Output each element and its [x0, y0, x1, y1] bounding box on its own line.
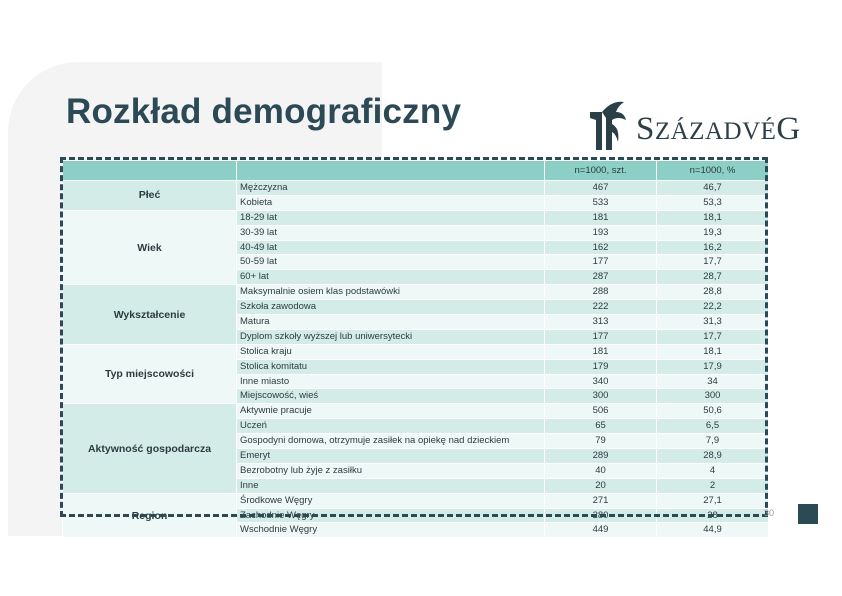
count-cell: 79 [545, 434, 657, 449]
percent-cell: 18,1 [657, 210, 769, 225]
percent-cell: 19,3 [657, 225, 769, 240]
count-cell: 40 [545, 463, 657, 478]
category-cell: Stolica kraju [237, 344, 545, 359]
page-title: Rozkład demograficzny [66, 92, 462, 131]
count-cell: 313 [545, 315, 657, 330]
count-cell: 162 [545, 240, 657, 255]
category-cell: Zachodnie Węgry [237, 508, 545, 523]
category-cell: Stolica komitatu [237, 359, 545, 374]
percent-cell: 17,7 [657, 255, 769, 270]
percent-cell: 17,9 [657, 359, 769, 374]
group-label: Wykształcenie [63, 285, 237, 345]
category-cell: Aktywnie pracuje [237, 404, 545, 419]
count-cell: 177 [545, 255, 657, 270]
percent-cell: 16,2 [657, 240, 769, 255]
count-cell: 280 [545, 508, 657, 523]
group-label: Typ miejscowości [63, 344, 237, 404]
count-cell: 289 [545, 449, 657, 464]
count-cell: 222 [545, 300, 657, 315]
group-label: Region [63, 493, 237, 538]
percent-cell: 7,9 [657, 434, 769, 449]
count-cell: 271 [545, 493, 657, 508]
category-cell: Środkowe Węgry [237, 493, 545, 508]
count-cell: 449 [545, 523, 657, 538]
count-cell: 340 [545, 374, 657, 389]
count-cell: 533 [545, 195, 657, 210]
count-cell: 467 [545, 181, 657, 196]
category-cell: Miejscowość, wieś [237, 389, 545, 404]
percent-cell: 27,1 [657, 493, 769, 508]
category-cell: Inne [237, 478, 545, 493]
count-cell: 179 [545, 359, 657, 374]
group-label: Aktywność gospodarcza [63, 404, 237, 493]
percent-cell: 17,7 [657, 329, 769, 344]
category-cell: Uczeń [237, 419, 545, 434]
percent-cell: 28,9 [657, 449, 769, 464]
company-logo [588, 98, 828, 154]
count-cell: 506 [545, 404, 657, 419]
category-cell: 40-49 lat [237, 240, 545, 255]
percent-cell: 4 [657, 463, 769, 478]
category-cell: Dyplom szkoły wyższej lub uniwersytecki [237, 329, 545, 344]
group-label: Płeć [63, 181, 237, 211]
category-cell: Inne miasto [237, 374, 545, 389]
category-cell: 18-29 lat [237, 210, 545, 225]
category-cell: 60+ lat [237, 270, 545, 285]
header-percent-column: n=1000, % [657, 161, 769, 181]
category-cell: Gospodyni domowa, otrzymuje zasiłek na opiekę nad dzieckiem [237, 434, 545, 449]
count-cell: 65 [545, 419, 657, 434]
page-number: 30 [764, 508, 775, 518]
count-cell: 181 [545, 344, 657, 359]
header-count-column: n=1000, szt. [545, 161, 657, 181]
percent-cell: 22,2 [657, 300, 769, 315]
category-cell: Matura [237, 315, 545, 330]
category-cell: Bezrobotny lub żyje z zasiłku [237, 463, 545, 478]
percent-cell: 2 [657, 478, 769, 493]
category-cell: Mężczyzna [237, 181, 545, 196]
count-cell: 287 [545, 270, 657, 285]
category-cell: Maksymalnie osiem klas podstawówki [237, 285, 545, 300]
count-cell: 177 [545, 329, 657, 344]
percent-cell: 6,5 [657, 419, 769, 434]
corner-accent-box [798, 504, 818, 524]
percent-cell: 53,3 [657, 195, 769, 210]
group-label: Wiek [63, 210, 237, 284]
logo-wordmark: SZÁZADVÉG [636, 111, 801, 147]
category-cell: 30-39 lat [237, 225, 545, 240]
percent-cell: 300 [657, 389, 769, 404]
percent-cell: 18,1 [657, 344, 769, 359]
count-cell: 181 [545, 210, 657, 225]
percent-cell: 44,9 [657, 523, 769, 538]
category-cell: Wschodnie Węgry [237, 523, 545, 538]
count-cell: 300 [545, 389, 657, 404]
count-cell: 193 [545, 225, 657, 240]
percent-cell: 50,6 [657, 404, 769, 419]
category-cell: 50-59 lat [237, 255, 545, 270]
percent-cell: 34 [657, 374, 769, 389]
table-dashed-frame [60, 157, 768, 517]
count-cell: 288 [545, 285, 657, 300]
logo-mark-icon [588, 98, 628, 152]
category-cell: Szkoła zawodowa [237, 300, 545, 315]
percent-cell: 28,7 [657, 270, 769, 285]
count-cell: 20 [545, 478, 657, 493]
category-cell: Emeryt [237, 449, 545, 464]
category-cell: Kobieta [237, 195, 545, 210]
percent-cell: 28,8 [657, 285, 769, 300]
percent-cell: 28 [657, 508, 769, 523]
percent-cell: 31,3 [657, 315, 769, 330]
percent-cell: 46,7 [657, 181, 769, 196]
